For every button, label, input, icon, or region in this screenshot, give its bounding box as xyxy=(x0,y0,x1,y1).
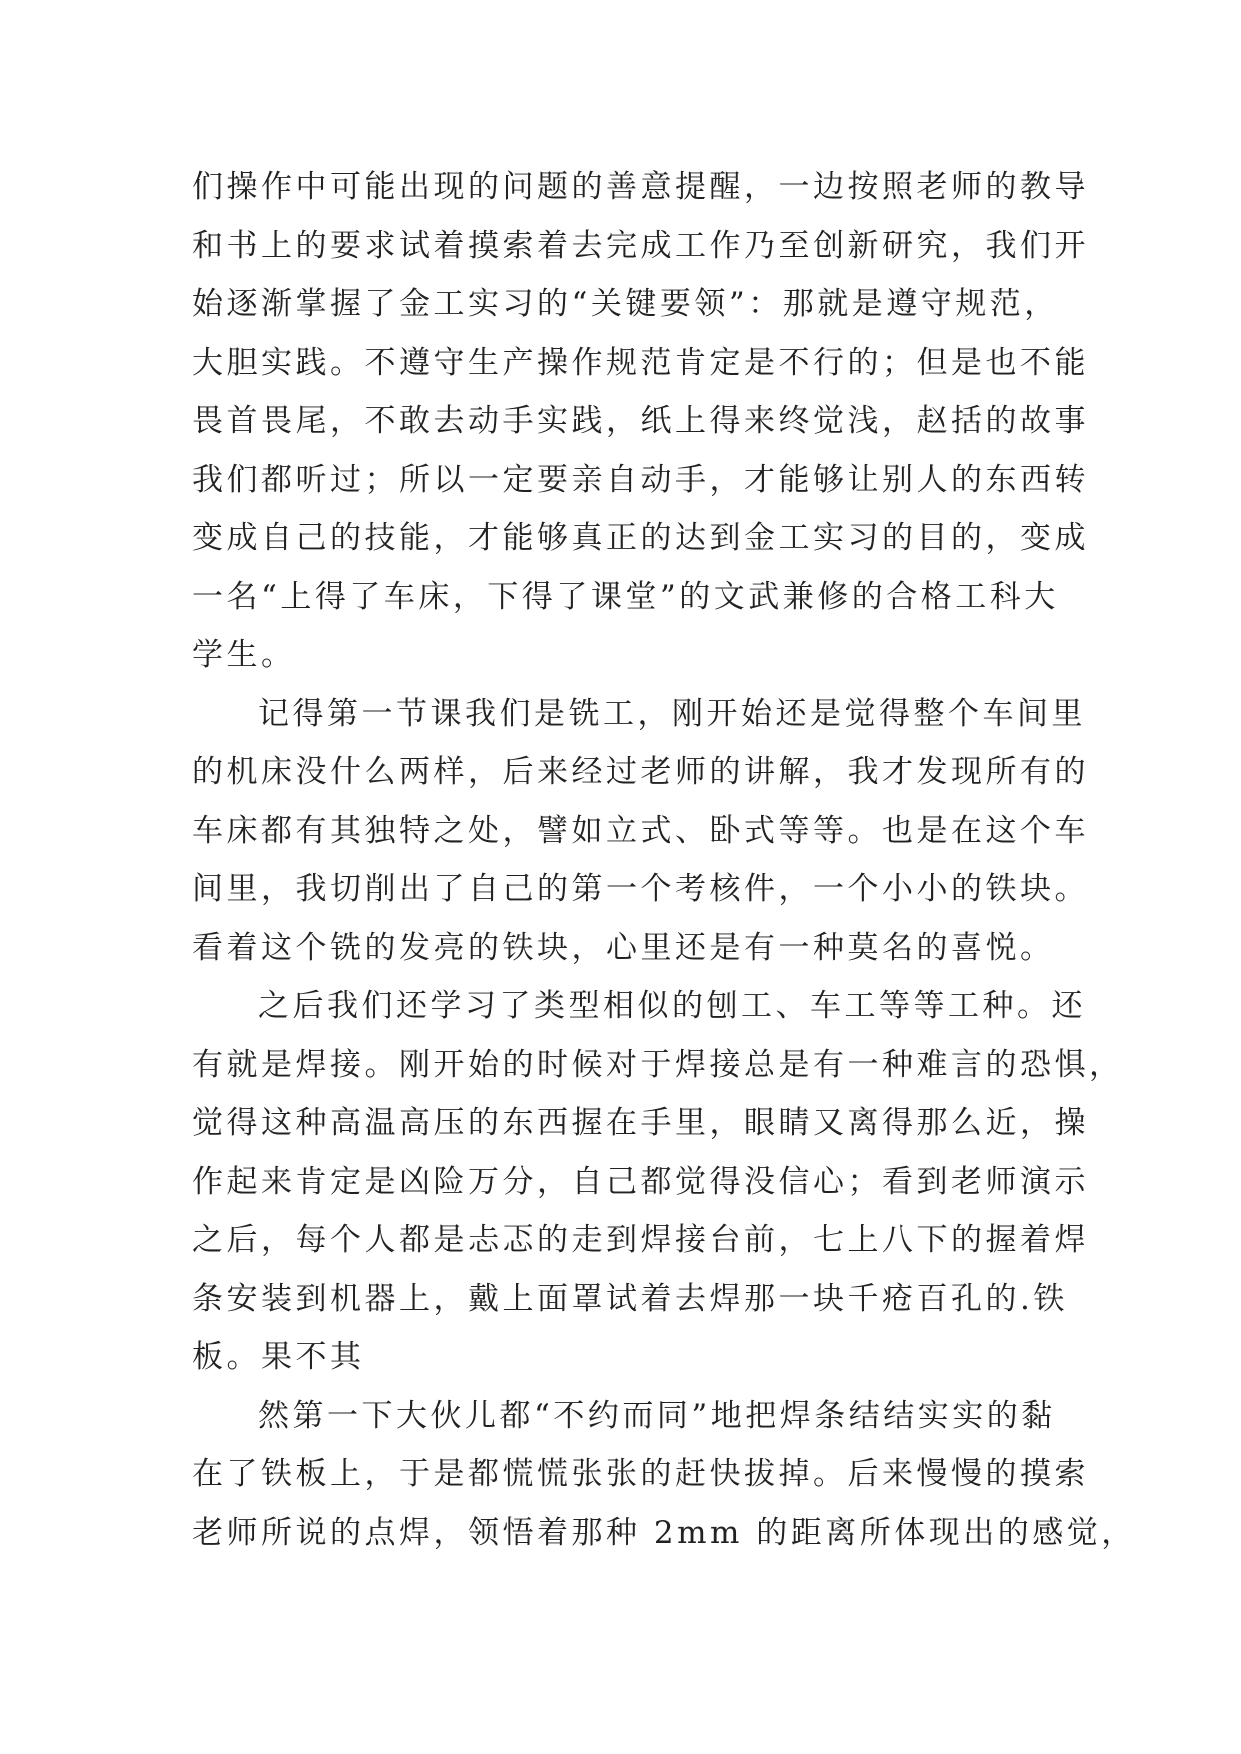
text-line: 之后，每个人都是忐忑的走到焊接台前，七上八下的握着焊 xyxy=(192,1222,1089,1258)
paragraph-start-line: 记得第一节课我们是铣工，刚开始还是觉得整个车间里 xyxy=(258,695,1086,732)
text-line: 的机床没什么两样，后来经过老师的讲解，我才发现所有的 xyxy=(192,754,1089,790)
text-line: 变成自己的技能，才能够真正的达到金工实习的目的，变成 xyxy=(192,520,1089,556)
paragraph-start-line: 之后我们还学习了类型相似的刨工、车工等等工种。还 xyxy=(258,988,1086,1024)
text-line: 始逐渐掌握了金工实习的“关键要领”：那就是遵守规范， xyxy=(192,286,1059,322)
text-line: 学生。 xyxy=(192,637,296,673)
text-line: 我们都听过；所以一定要亲自动手，才能够让别人的东西转 xyxy=(192,461,1089,498)
text-line: 板。果不其 xyxy=(192,1339,365,1375)
text-line: 们操作中可能出现的问题的善意提醒，一边按照老师的教导 xyxy=(192,169,1089,205)
text-line: 作起来肯定是凶险万分，自己都觉得没信心；看到老师演示 xyxy=(192,1163,1089,1200)
text-line: 在了铁板上，于是都慌慌张张的赶快拔掉。后来慢慢的摸索 xyxy=(192,1456,1089,1492)
text-line: 看着这个铣的发亮的铁块，心里还是有一种莫名的喜悦。 xyxy=(192,929,1055,966)
text-line: 畏首畏尾，不敢去动手实践，纸上得来终觉浅，赵括的故事 xyxy=(192,403,1089,439)
text-line: 大胆实践。不遵守生产操作规范肯定是不行的；但是也不能 xyxy=(192,344,1089,381)
text-line: 一名“上得了车床，下得了课堂”的文武兼修的合格工科大 xyxy=(192,578,1059,615)
text-line: 车床都有其独特之处，譬如立式、卧式等等。也是在这个车 xyxy=(192,812,1089,849)
body-text xyxy=(192,158,1136,1562)
text-line: 有就是焊接。刚开始的时候对于焊接总是有一种难言的恐惧， xyxy=(192,1046,1124,1083)
text-line: 和书上的要求试着摸索着去完成工作乃至创新研究，我们开 xyxy=(192,227,1089,264)
text-line: 觉得这种高温高压的东西握在手里，眼睛又离得那么近，操 xyxy=(192,1105,1089,1141)
text-line: 间里，我切削出了自己的第一个考核件，一个小小的铁块。 xyxy=(192,871,1089,907)
text-line: 条安装到机器上，戴上面罩试着去焊那一块千疮百孔的.铁 xyxy=(192,1280,1068,1317)
paragraph-start-line: 然第一下大伙儿都“不约而同”地把焊条结结实实的黏 xyxy=(258,1397,1056,1434)
text-line: 老师所说的点焊，领悟着那种 2mm 的距离所体现出的感觉， xyxy=(192,1514,1136,1551)
